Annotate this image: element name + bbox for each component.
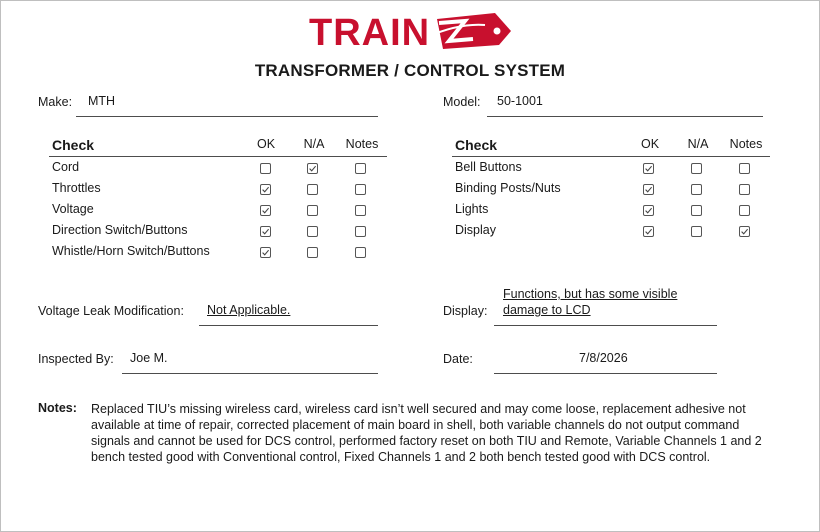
checkbox-ok[interactable] [643,205,654,216]
checkbox-na[interactable] [307,247,318,258]
checkbox-ok[interactable] [643,184,654,195]
inspected-by-value[interactable]: Joe M. [130,351,168,365]
left-na-header: N/A [303,137,325,151]
checkbox-ok[interactable] [260,247,271,258]
check-row-label: Voltage [52,202,94,216]
model-label: Model: [443,95,481,109]
check-row-label: Lights [455,202,489,216]
make-label: Make: [38,95,73,109]
checkbox-notes[interactable] [355,184,366,195]
check-row-label: Display [455,223,496,237]
checkbox-na[interactable] [691,184,702,195]
check-row-label: Direction Switch/Buttons [52,223,188,237]
checkbox-na[interactable] [691,226,702,237]
svg-text:TRAIN: TRAIN [309,12,431,51]
check-row-label: Bell Buttons [455,160,522,174]
checkbox-ok[interactable] [260,184,271,195]
notes-text[interactable]: Replaced TIU’s missing wireless card, wireless card isn’t well secured and may come loose, replacement adhesive not available at time of repair, corrected placement of main board in shell, both variable channels do not output command signals and cannot be used for DCS control, performed factory reset on both TIU and Remote, Variable Channels 1 and 2 bench tested good with Conventional control, Fixed Channels 1 and 2 both bench tested good with DCS control. [91,402,762,464]
checkbox-notes[interactable] [739,205,750,216]
check-row-label: Whistle/Horn Switch/Buttons [52,244,210,258]
checkbox-notes[interactable] [739,184,750,195]
right-notes-header: Notes [729,137,763,151]
model-value[interactable]: 50-1001 [497,94,543,108]
left-notes-header: Notes [345,137,379,151]
checkbox-ok[interactable] [643,226,654,237]
right-ok-header: OK [640,137,660,151]
voltage-leak-value[interactable]: Not Applicable. [207,303,291,317]
right-na-header: N/A [687,137,709,151]
checkbox-notes[interactable] [355,205,366,216]
display-underline [494,325,717,326]
checkbox-na[interactable] [307,226,318,237]
voltage-leak-label: Voltage Leak Modification: [38,304,184,318]
checkbox-na[interactable] [691,163,702,174]
checkbox-ok[interactable] [260,226,271,237]
date-value[interactable]: 7/8/2026 [579,351,628,365]
display-value-line2[interactable]: damage to LCD [503,303,591,317]
make-value[interactable]: MTH [88,94,116,108]
display-value-line1[interactable]: Functions, but has some visible [503,287,678,301]
checkbox-ok[interactable] [260,163,271,174]
checkbox-na[interactable] [691,205,702,216]
model-underline [487,116,763,117]
check-row-label: Cord [52,160,80,174]
checkbox-notes[interactable] [739,163,750,174]
inspected-by-label: Inspected By: [38,352,114,366]
form-title: TRANSFORMER / CONTROL SYSTEM [254,61,566,80]
checkbox-notes[interactable] [355,247,366,258]
check-row-label: Throttles [52,181,101,195]
check-row-label: Binding Posts/Nuts [455,181,561,195]
left-ok-header: OK [256,137,276,151]
date-underline [494,373,717,374]
voltage-leak-underline [199,325,378,326]
checkbox-na[interactable] [307,205,318,216]
checkbox-na[interactable] [307,184,318,195]
right-header-divider [452,156,770,157]
date-label: Date: [443,352,473,366]
right-check-header: Check [455,137,498,153]
trainz-logo [309,11,515,51]
checkbox-notes[interactable] [355,226,366,237]
checkbox-ok[interactable] [643,163,654,174]
checkbox-ok[interactable] [260,205,271,216]
display-label: Display: [443,304,488,318]
left-header-divider [49,156,387,157]
checkbox-notes[interactable] [355,163,366,174]
left-check-header: Check [52,137,95,153]
inspected-by-underline [122,373,378,374]
checkbox-na[interactable] [307,163,318,174]
notes-label: Notes: [38,401,77,415]
checkbox-notes[interactable] [739,226,750,237]
make-underline [76,116,378,117]
